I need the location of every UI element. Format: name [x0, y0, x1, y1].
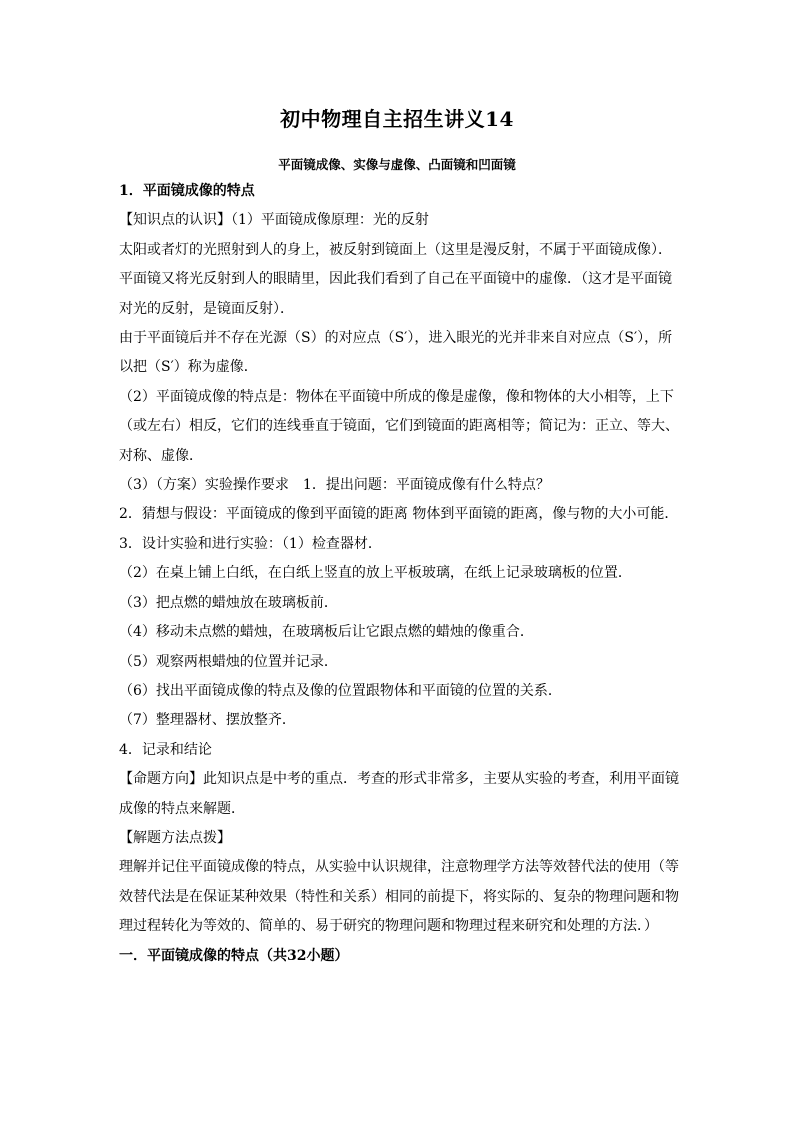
- paragraph: （7）整理器材、摆放整齐．: [119, 712, 296, 729]
- page-subtitle: 平面镜成像、实像与虚像、凸面镜和凹面镜: [278, 157, 516, 172]
- section-heading: 一．平面镜成像的特点（共32小题）: [119, 947, 349, 964]
- paragraph: 【命题方向】此知识点是中考的重点．考查的形式非常多，主要从实验的考查，利用平面镜成像的特点来解题．: [119, 771, 679, 817]
- paragraph: （4）移动未点燃的蜡烛，在玻璃板后让它跟点燃的蜡烛的像重合．: [119, 624, 534, 641]
- paragraph: （2）在桌上铺上白纸，在白纸上竖直的放上平板玻璃，在纸上记录玻璃板的位置．: [119, 565, 632, 582]
- paragraph: 【解题方法点拨】: [119, 829, 231, 846]
- paragraph: 4．记录和结论: [119, 741, 212, 758]
- paragraph: （2）平面镜成像的特点是：物体在平面镜中所成的像是虚像，像和物体的大小相等，上下（或左右）相反，它们的连线垂直于镜面，它们到镜面的距离相等；简记为：正立、等大、对称、虚像．: [119, 388, 679, 464]
- paragraph: 太阳或者灯的光照射到人的身上，被反射到镜面上（这里是漫反射，不属于平面镜成像）．平面镜又将光反射到人的眼睛里，因此我们看到了自己在平面镜中的虚像．（这才是平面镜对光的反射，是镜面反射）．: [119, 241, 672, 317]
- section-heading: 1．平面镜成像的特点: [119, 183, 255, 199]
- paragraph: （5）观察两根蜡烛的位置并记录．: [119, 653, 338, 670]
- paragraph: 理解并记住平面镜成像的特点，从实验中认识规律，注意物理学方法等效替代法的使用（等效替代法是在保证某种效果（特性和关系）相同的前提下，将实际的、复杂的物理问题和物理过程转化为等效的、简单的、易于研究的物理问题和物理过程来研究和处理的方法．）: [119, 859, 679, 935]
- paragraph: （3）（方案）实验操作要求 1．提出问题：平面镜成像有什么特点？: [119, 477, 550, 494]
- page-title: 初中物理自主招生讲义14: [280, 107, 514, 131]
- paragraph: （6）找出平面镜成像的特点及像的位置跟物体和平面镜的位置的关系．: [119, 682, 562, 699]
- document-body: [119, 177, 681, 971]
- paragraph: 由于平面镜后并不存在光源（S）的对应点（S′），进入眼光的光并非来自对应点（S′），所以把（S′）称为虚像．: [119, 330, 673, 376]
- paragraph: （3）把点燃的蜡烛放在玻璃板前．: [119, 594, 338, 611]
- paragraph: 2．猜想与假设：平面镜成的像到平面镜的距离 物体到平面镜的距离，像与物的大小可能．: [119, 506, 679, 523]
- paragraph: 【知识点的认识】（1）平面镜成像原理：光的反射: [119, 212, 429, 229]
- paragraph: 3．设计实验和进行实验：（1）检查器材．: [119, 535, 382, 552]
